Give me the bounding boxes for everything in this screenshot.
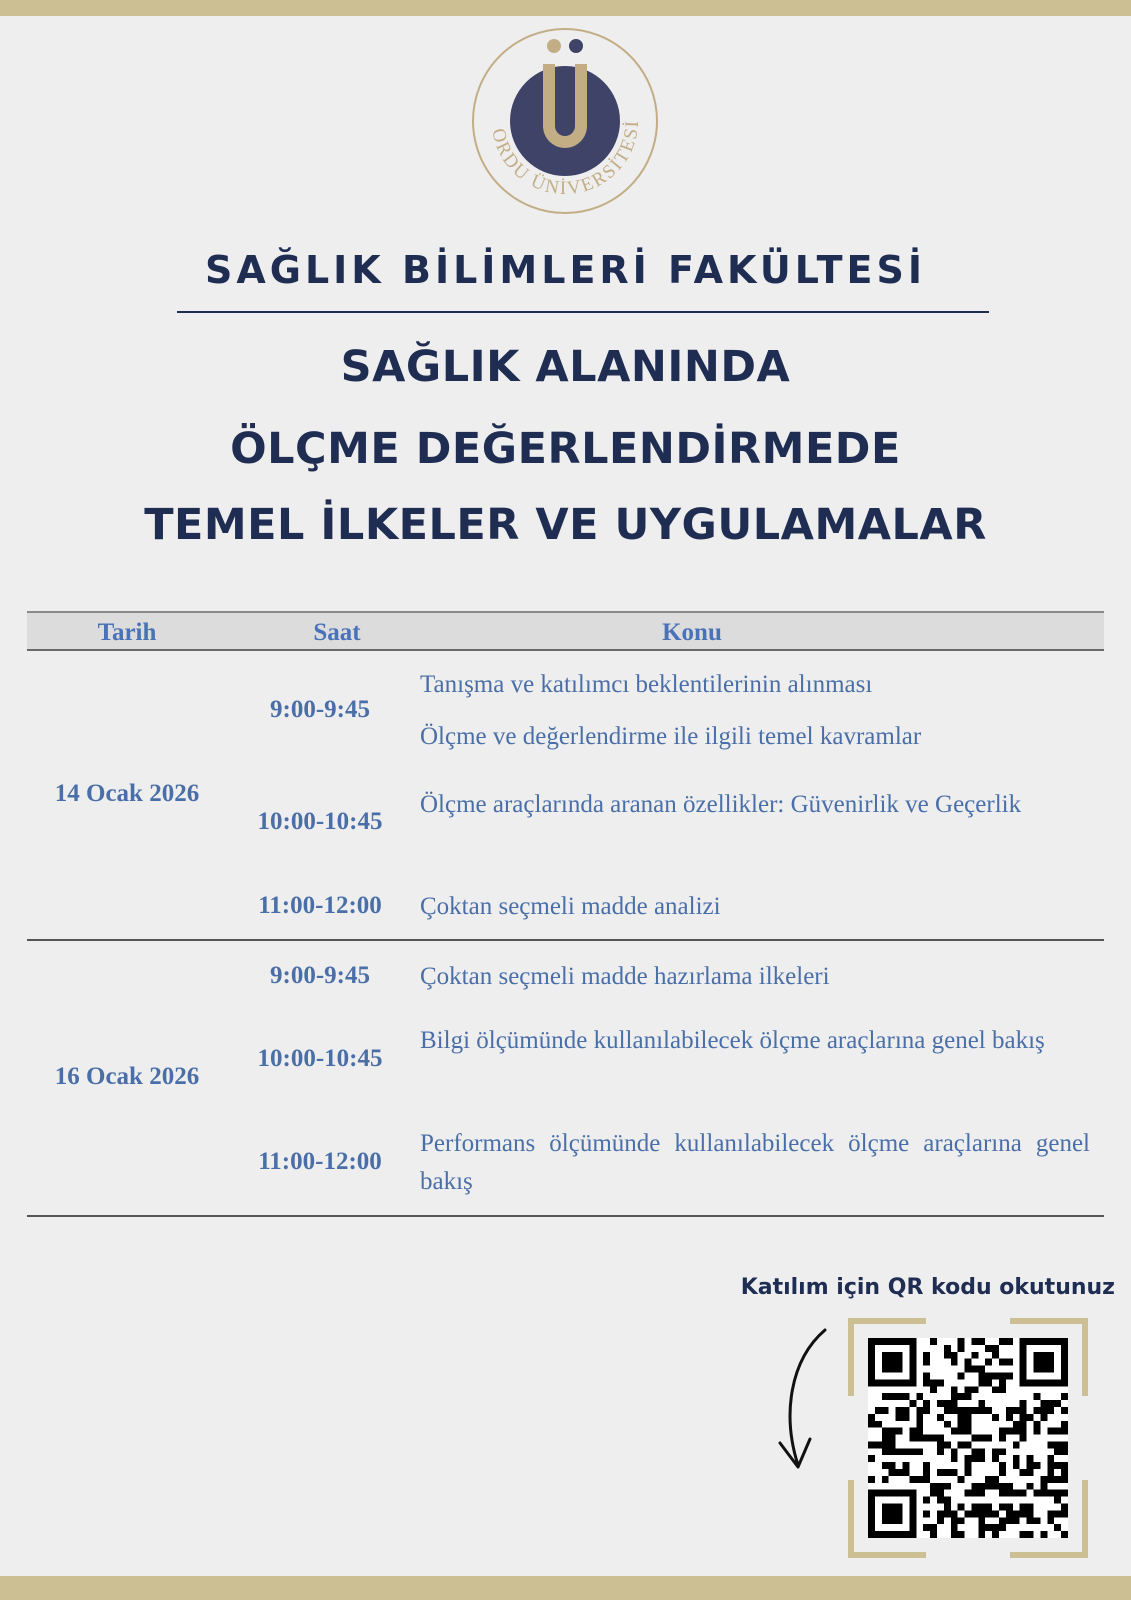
column-header-date: Tarih — [97, 619, 157, 646]
day-2-session-1-topic: Çoktan seçmeli madde hazırlama ilkeleri — [420, 963, 830, 990]
top-gold-bar — [0, 0, 1131, 16]
logo-ring-text: ORDU ÜNİVERSİTESİ — [487, 118, 644, 200]
day-1-session-1-time: 9:00-9:45 — [270, 696, 370, 723]
title-line-3: TEMEL İLKELER VE UYGULAMALAR — [144, 500, 987, 550]
qr-code-icon[interactable] — [868, 1338, 1068, 1538]
day-1-session-1-topic-2: Ölçme ve değerlendirme ile ilgili temel kavramlar — [420, 723, 922, 750]
title-line-2: ÖLÇME DEĞERLENDİRMEDE — [230, 424, 901, 474]
qr-code-pattern — [868, 1338, 1068, 1538]
day-1-session-2-topic: Ölçme araçlarında aranan özellikler: Güvenirlik ve Geçerlik — [420, 791, 1022, 818]
day-2-session-3-time: 11:00-12:00 — [258, 1148, 382, 1175]
column-header-topic: Konu — [662, 619, 722, 646]
faculty-name: SAĞLIK BİLİMLERİ FAKÜLTESİ — [204, 248, 927, 292]
day-2-session-1-time: 9:00-9:45 — [270, 962, 370, 989]
day-2-date: 16 Ocak 2026 — [54, 1063, 200, 1090]
table-bottom-rule — [27, 1215, 1104, 1217]
day-1-session-1-topic-1: Tanışma ve katılımcı beklentilerinin alınması — [420, 671, 873, 698]
university-logo-icon — [470, 26, 660, 216]
day-1-session-2-time: 10:00-10:45 — [257, 808, 383, 835]
bottom-gold-bar — [0, 1576, 1131, 1600]
curved-arrow-down-icon — [770, 1325, 840, 1475]
day-2-session-2-time: 10:00-10:45 — [257, 1045, 383, 1072]
faculty-underline — [177, 311, 989, 313]
schedule-table-header — [27, 611, 1104, 651]
day-1-date: 14 Ocak 2026 — [54, 780, 200, 807]
title-line-1: SAĞLIK ALANINDA — [340, 342, 791, 392]
day-1-session-3-time: 11:00-12:00 — [258, 892, 382, 919]
day-1-session-3-topic: Çoktan seçmeli madde analizi — [420, 893, 721, 920]
column-header-time: Saat — [313, 619, 361, 646]
day-separator — [27, 939, 1104, 941]
day-2-session-2-topic: Bilgi ölçümünde kullanılabilecek ölçme araçlarına genel bakış — [420, 1027, 1045, 1054]
qr-caption: Katılım için QR kodu okutunuz — [740, 1275, 1115, 1300]
day-2-session-3-topic: Performans ölçümünde kullanılabilecek ölçme araçlarına genel bakış — [420, 1130, 1090, 1195]
